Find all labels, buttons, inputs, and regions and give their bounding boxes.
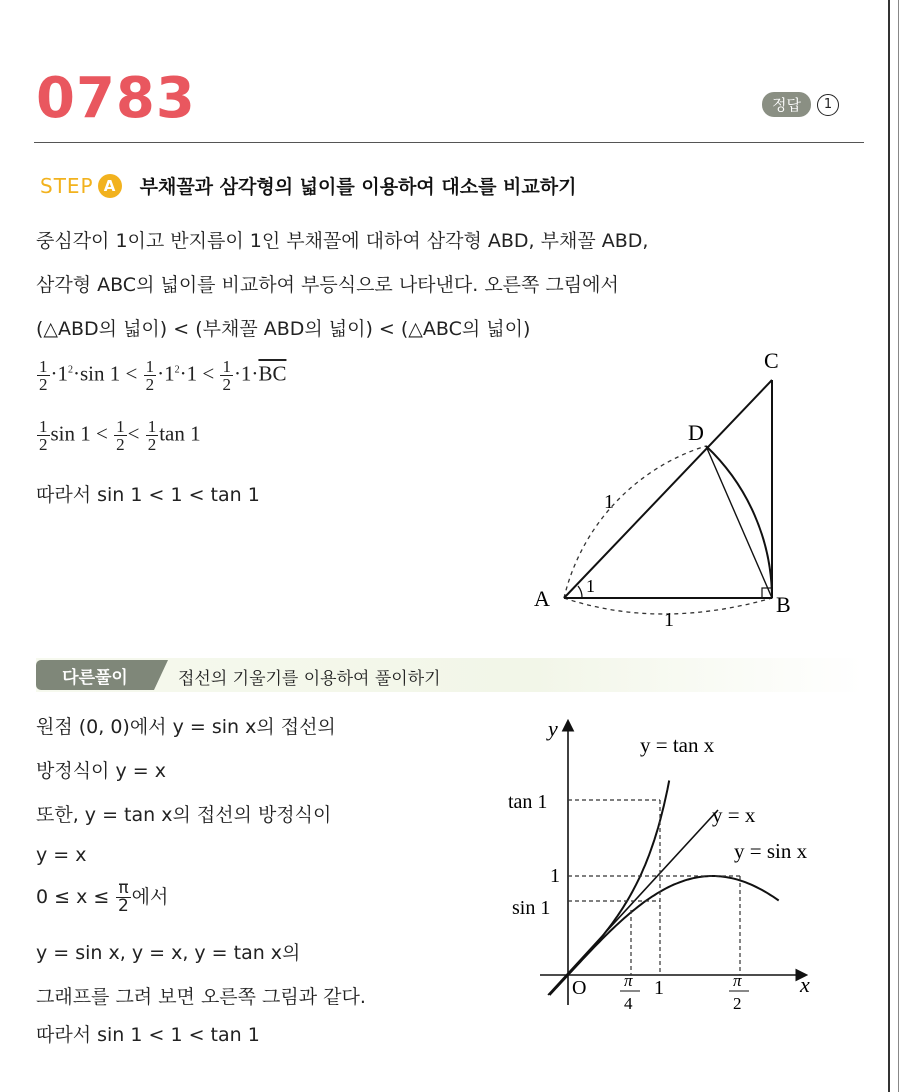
label-angle: 1 [586, 576, 595, 596]
pi2-num: π [733, 971, 742, 990]
text-line-1: 중심각이 1이고 반지름이 1인 부채꼴에 대하여 삼각형 ABD, 부채꼴 ABD, [36, 230, 649, 252]
problem-number: 0783 [36, 66, 196, 131]
alt-line-7: 그래프를 그려 보면 오른쪽 그림과 같다. [36, 986, 366, 1008]
alt-line-1: 원점 (0, 0)에서 y = sin x의 접선의 [36, 716, 336, 738]
inequality-line-2: $\frac{1}{2}$ sin 1 < $\frac{1}{2}$ < $\frac{1}{2}$ tan 1 [39, 417, 201, 454]
page-edge [888, 0, 890, 1092]
divider [34, 142, 864, 143]
x-one-tick: 1 [654, 977, 664, 999]
origin-label: O [572, 977, 587, 999]
answer-label: 정답 [762, 92, 811, 117]
line-curve-label: y = x [712, 803, 756, 827]
label-AD: 1 [604, 491, 614, 513]
one-tick: 1 [550, 865, 560, 887]
step-header [40, 172, 576, 199]
alt-line-3: 또한, y = tan x의 접선의 방정식이 [36, 804, 332, 826]
tan1-tick: tan 1 [508, 791, 548, 813]
sin-curve-label: y = sin x [734, 839, 808, 863]
alt-line-4: y = x [36, 844, 87, 866]
alt-title: 접선의 기울기를 이용하여 풀이하기 [178, 669, 441, 689]
pi2-den: 2 [733, 994, 742, 1013]
label-D: D [688, 420, 704, 445]
label-A: A [534, 586, 550, 611]
alt-tag: 다른풀이 [36, 660, 154, 690]
page-edge-thin [898, 0, 899, 1092]
alt-line-8: 따라서 sin 1 < 1 < tan 1 [36, 1024, 260, 1046]
alt-tag-slant [154, 660, 168, 690]
label-AB: 1 [664, 609, 674, 631]
pi4-num: π [624, 971, 633, 990]
alt-line-5a: 0 ≤ x ≤ [36, 886, 116, 908]
alt-line-5: 0 ≤ x ≤ $\frac{\pi}{2}$ 에서 [36, 878, 169, 916]
label-C: C [764, 348, 779, 373]
alt-line-2: 방정식이 y = x [36, 760, 166, 782]
answer-badge [762, 92, 839, 117]
pi4-den: 4 [624, 994, 633, 1013]
x-axis-label: x [800, 972, 810, 997]
y-axis-label: y [548, 716, 558, 741]
alt-solution-header [36, 658, 864, 692]
text-line-2: 삼각형 ABC의 넓이를 비교하여 부등식으로 나타낸다. 오른쪽 그림에서 [36, 274, 619, 296]
conclusion-line: 따라서 sin 1 < 1 < tan 1 [36, 484, 260, 506]
step-letter: A [98, 174, 122, 198]
label-B: B [776, 592, 791, 617]
text-line-3: (△ABD의 넓이) < (부채꼴 ABD의 넓이) < (△ABC의 넓이) [36, 318, 531, 340]
sector-triangle-figure [520, 340, 820, 640]
alt-line-5b: 에서 [131, 886, 169, 908]
tan-curve-label: y = tan x [640, 733, 715, 757]
step-label: STEP [40, 173, 94, 198]
step-title: 부채꼴과 삼각형의 넓이를 이용하여 대소를 비교하기 [139, 176, 577, 198]
tangent-graph [500, 710, 860, 1020]
inequality-line-1: $\frac{1}{2}$ $\cdot 1^2\cdot\sin$ 1 < $\frac{1}{2}$ $\cdot 1^2\cdot 1$ < $\frac{1}{2}$ $\cdot 1\cdot\overline{BC}$ [39, 357, 287, 394]
alt-line-6: y = sin x, y = x, y = tan x의 [36, 942, 301, 964]
answer-value: 1 [817, 94, 839, 116]
sin1-tick: sin 1 [512, 897, 551, 919]
